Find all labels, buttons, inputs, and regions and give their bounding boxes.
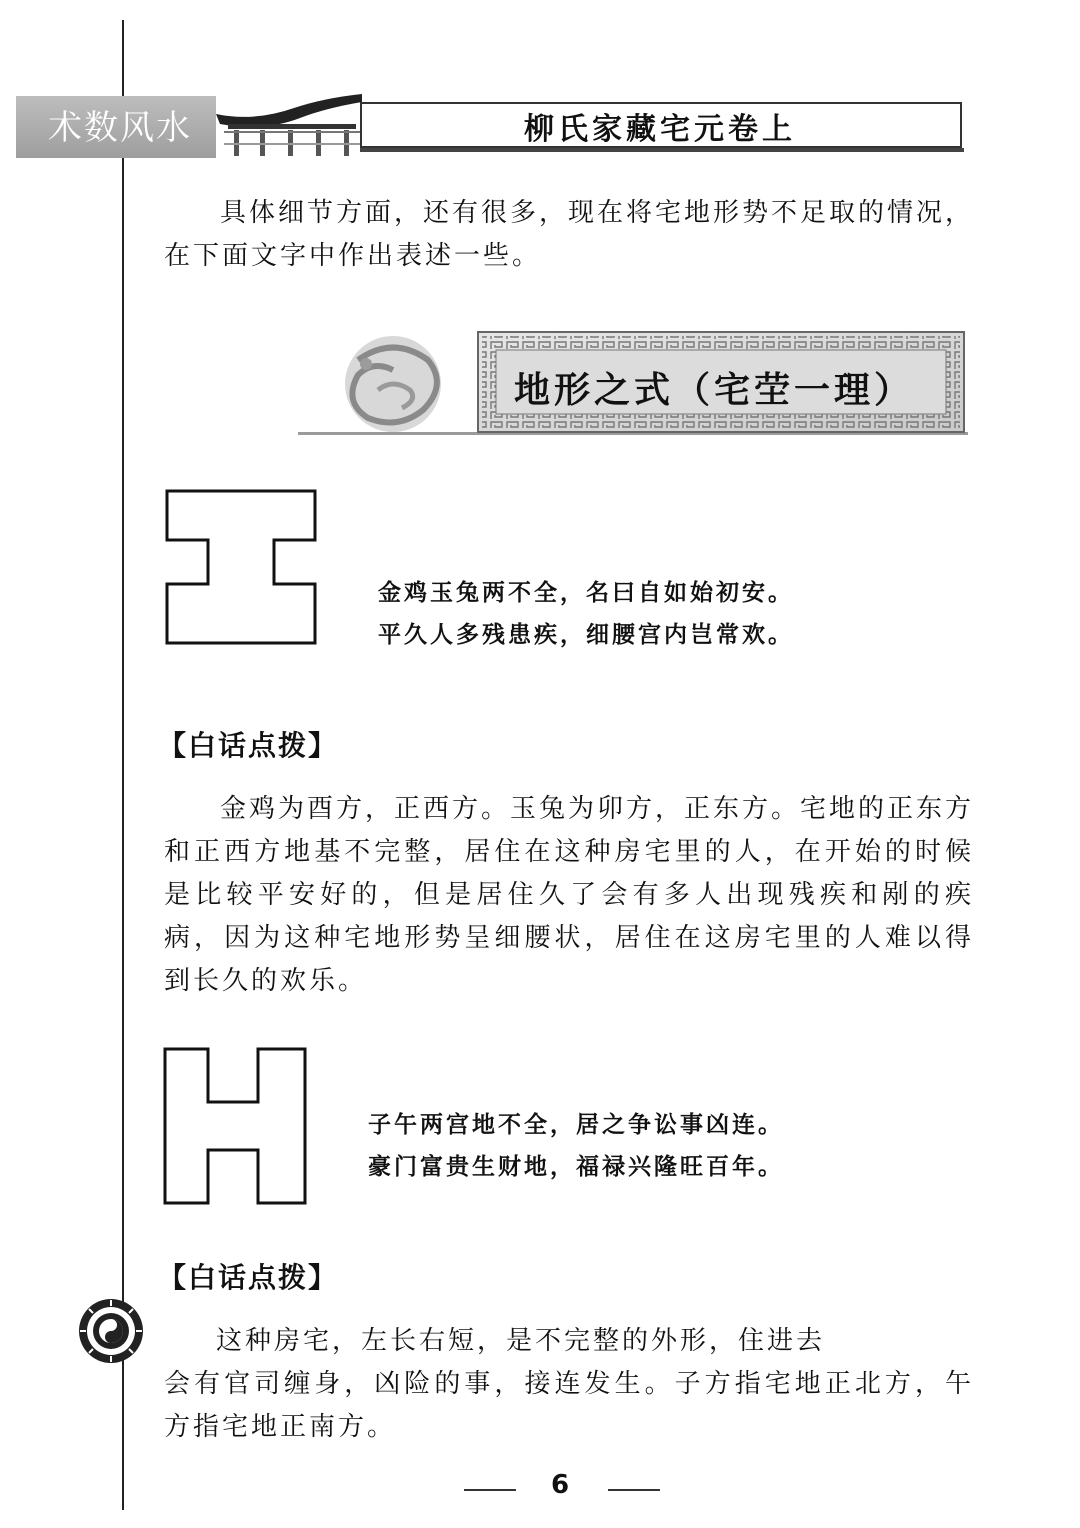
running-header-title: 柳氏家藏宅元卷上 bbox=[524, 112, 796, 147]
pagoda-roof-icon bbox=[214, 92, 364, 158]
commentary2-heading: 【白话点拨】 bbox=[158, 1261, 339, 1294]
commentary1-paragraph: 金鸡为酉方，正西方。玉兔为卯方，正东方。宅地的正东方和正西方地基不完整，居住在这种房宅里的人，在开始的时候是比较平安好的，但是居住久了会有多人出现残疾和剐的疾病，因为这种宅地形势呈细腰状，居住在这房宅里的人难以得到长久的欢乐。 bbox=[164, 794, 975, 996]
i-shaped-plot-diagram bbox=[164, 488, 320, 646]
margin-rule bbox=[122, 20, 124, 1510]
verse1-line2: 平久人多残患疾，细腰宫内岂常欢。 bbox=[378, 621, 794, 648]
commentary2-first-line: 这种房宅，左长右短，是不完整的外形，住进去 bbox=[216, 1326, 826, 1356]
header-badge: 术数风水 bbox=[48, 108, 192, 148]
verse2-line2: 豪门富贵生财地，福禄兴隆旺百年。 bbox=[368, 1153, 784, 1180]
verse2-line1: 子午两宫地不全，居之争讼事凶连。 bbox=[368, 1111, 784, 1138]
commentary1-heading: 【白话点拨】 bbox=[158, 729, 339, 762]
commentary2-paragraph: 会有官司缠身，凶险的事，接连发生。子方指宅地正北方，午方指宅地正南方。 bbox=[164, 1369, 974, 1442]
page-number-rule-left bbox=[464, 1489, 516, 1491]
header-underline bbox=[360, 148, 964, 152]
page-number: 6 bbox=[550, 1470, 570, 1500]
page-number-rule-right bbox=[608, 1489, 660, 1491]
h-shaped-plot-diagram bbox=[162, 1046, 308, 1206]
section-title: 地形之式（宅茔一理） bbox=[513, 369, 914, 411]
intro-paragraph: 具体细节方面，还有很多，现在将宅地形势不足取的情况，在下面文字中作出表述一些。 bbox=[164, 198, 975, 271]
bagua-compass-icon bbox=[76, 1296, 146, 1366]
verse1-line1: 金鸡玉兔两不全，名曰自如始初安。 bbox=[378, 579, 794, 606]
dragon-emblem-icon bbox=[345, 336, 441, 432]
